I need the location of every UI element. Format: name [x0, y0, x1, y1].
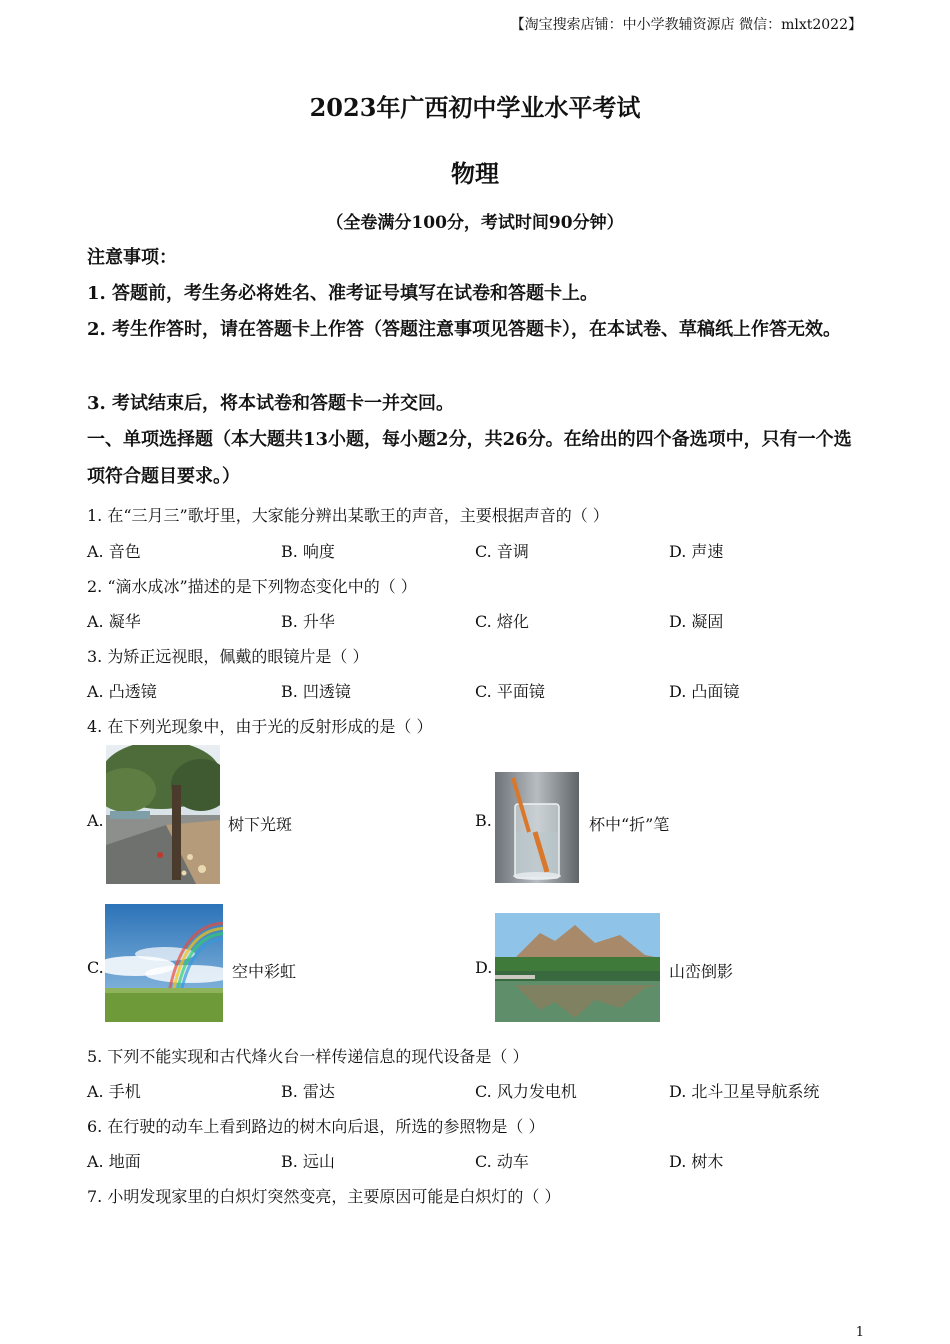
question-4-caption-c: 空中彩虹 [232, 962, 297, 981]
question-5-option-d: D. 北斗卫星导航系统 [669, 1082, 820, 1101]
question-4-option-c: C. [87, 958, 104, 977]
question-6-stem: 6. 在行驶的动车上看到路边的树木向后退，所选的参照物是（ ） [87, 1117, 545, 1136]
question-3-option-b: B. 凹透镜 [281, 682, 351, 701]
question-3-option-d: D. 凸面镜 [669, 682, 740, 701]
question-3-option-a: A. 凸透镜 [87, 682, 157, 701]
question-4-caption-a: 树下光斑 [228, 815, 293, 834]
glass-pen-photo [495, 772, 579, 883]
question-4-option-d: D. [475, 958, 493, 977]
question-2-option-d: D. 凝固 [669, 612, 724, 631]
header-note: 【淘宝搜索店铺：中小学教辅资源店 微信：mlxt2022】 [510, 17, 862, 33]
rainbow-photo [105, 904, 223, 1022]
question-1-option-c: C. 音调 [475, 542, 529, 561]
question-1-stem: 1. 在“三月三”歌圩里，大家能分辨出某歌王的声音，主要根据声音的（ ） [87, 506, 609, 525]
mountain-reflection-photo [495, 913, 660, 1022]
question-1-option-a: A. 音色 [87, 542, 141, 561]
tree-shade-photo [106, 745, 220, 884]
question-1-option-d: D. 声速 [669, 542, 724, 561]
question-2-option-c: C. 熔化 [475, 612, 529, 631]
question-6-option-b: B. 远山 [281, 1152, 335, 1171]
question-2-option-a: A. 凝华 [87, 612, 141, 631]
notice-item-2: 2. 考生作答时，请在答题卡上作答（答题注意事项见答题卡），在本试卷、草稿纸上作答无效。 [87, 319, 842, 340]
exam-title: 2023年广西初中学业水平考试 [309, 93, 641, 122]
question-5-option-b: B. 雷达 [281, 1082, 335, 1101]
question-4-caption-b: 杯中“折”笔 [589, 815, 670, 834]
question-4-caption-d: 山峦倒影 [669, 962, 734, 981]
notice-item-3: 3. 考试结束后，将本试卷和答题卡一并交回。 [87, 393, 455, 414]
question-3-stem: 3. 为矫正远视眼，佩戴的眼镜片是（ ） [87, 647, 369, 666]
question-3-option-c: C. 平面镜 [475, 682, 545, 701]
question-6-option-d: D. 树木 [669, 1152, 724, 1171]
question-4-option-b: B. [475, 811, 492, 830]
notice-heading: 注意事项： [87, 247, 177, 268]
question-5-stem: 5. 下列不能实现和古代烽火台一样传递信息的现代设备是（ ） [87, 1047, 529, 1066]
question-2-stem: 2. “滴水成冰”描述的是下列物态变化中的（ ） [87, 577, 417, 596]
question-5-option-a: A. 手机 [87, 1082, 141, 1101]
question-6-option-a: A. 地面 [87, 1152, 141, 1171]
question-7-stem: 7. 小明发现家里的白炽灯突然变亮，主要原因可能是白炽灯的（ ） [87, 1187, 561, 1206]
question-4-stem: 4. 在下列光现象中，由于光的反射形成的是（ ） [87, 717, 433, 736]
exam-subject: 物理 [451, 159, 499, 188]
question-6-option-c: C. 动车 [475, 1152, 529, 1171]
question-1-option-b: B. 响度 [281, 542, 335, 561]
notice-item-1: 1. 答题前，考生务必将姓名、准考证号填写在试卷和答题卡上。 [87, 283, 599, 304]
question-5-option-c: C. 风力发电机 [475, 1082, 577, 1101]
section-heading: 一、单项选择题（本大题共13小题，每小题2分，共26分。在给出的四个备选项中，只有一个选项符合题目要求。） [87, 429, 852, 487]
question-2-option-b: B. 升华 [281, 612, 335, 631]
exam-meta: （全卷满分100分，考试时间90分钟） [326, 213, 624, 233]
page-number: 1 [855, 1325, 864, 1340]
question-4-option-a: A. [87, 811, 104, 830]
